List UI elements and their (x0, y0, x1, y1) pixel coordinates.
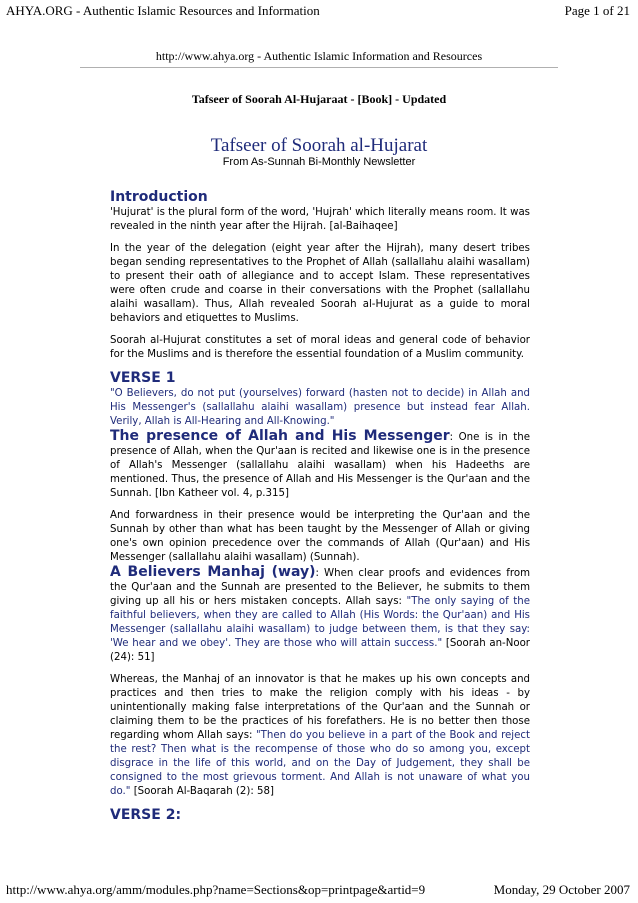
intro-paragraph-1: 'Hujurat' is the plural form of the word, 'Hujrah' which literally means room. It was revealed in the ninth year after the Hijrah. [al-Baihaqee] (110, 207, 530, 232)
presence-paragraph-1 (110, 429, 530, 501)
manhaj-paragraph-1 (110, 565, 530, 665)
intro-paragraph-3: Soorah al-Hujurat constitutes a set of moral ideas and general code of behavior for the Muslims and is therefore the essential foundation of a Muslim community. (110, 335, 530, 360)
subtitle: From As-Sunnah Bi-Monthly Newsletter (222, 156, 416, 168)
article-body (110, 189, 530, 824)
document-title: Tafseer of Soorah Al-Hujaraat - [Book] - Updated (191, 92, 447, 106)
presence-text: : One is in the presence of Allah, when the Qur'aan is recited and likewise one is in the presence of Allah's Messenger (sallallahu alaihi wasallam) when his Hadeeths are mentioned. Thus, the presence of Allah and His Messenger is the Qur'aan and the Sunnah. [Ibn Katheer vol. 4, p.315] (110, 432, 530, 499)
page-url: http://www.ahya.org/amm/modules.php?name=Sections&op=printpage&artid=9 (6, 882, 426, 897)
section-heading-introduction: Introduction (110, 189, 208, 205)
manhaj-quote: "The only saying of the faithful believers, when they are called to Allah (His Words: the Qur'aan) and His Messenger (sallallahu alaihi wasallam) to judge between them, is that they say: 'We hear and we obey'. They are those who will attain success." (110, 596, 530, 649)
innovator-quote: "Then do you believe in a part of the Book and reject the rest? Then what is the recompense of those who do so among you, except disgrace in the life of this world, and on the Day of Judgement, they shall be consigned to the most grievous torment. And Allah is not unaware of what you do." (110, 730, 531, 797)
print-date: Monday, 29 October 2007 (493, 882, 630, 897)
section-heading-presence: The presence of Allah and His Messenger (110, 428, 450, 444)
verse-1-text: "O Believers, do not put (yourselves) forward (hasten not to decide) in Allah and His Messenger's (sallallahu alaihi wasallam) presence but instead fear Allah. Verily, Allah is All-Hearing and All-Knowing." (110, 388, 530, 427)
manhaj-paragraph-2 (110, 673, 530, 799)
page-header-site: AHYA.ORG - Authentic Islamic Resources and Information (6, 3, 320, 18)
section-heading-manhaj: A Believers Manhaj (way) (110, 564, 316, 580)
innovator-lead: Whereas, the Manhaj of an innovator is that he makes up his own concepts and practices and then tries to make the religion comply with his ideas - by unintentionally making false interpretations of the Qur'aan and the Sunnah or claiming them to be the practices of his forefathers. He is no better then those regarding whom Allah says: (110, 674, 530, 741)
section-heading-verse-2: VERSE 2: (110, 807, 182, 823)
innovator-reference: [Soorah Al-Baqarah (2): 58] (130, 786, 274, 797)
header-divider (80, 67, 558, 68)
section-heading-verse-1: VERSE 1 (110, 370, 176, 386)
manhaj-lead: : When clear proofs and evidences from the Qur'aan and the Sunnah are presented to the Believer, he submits to them giving up all his or hers mistaken concepts. Allah says: (110, 568, 531, 607)
main-title: Tafseer of Soorah al-Hujarat (210, 135, 428, 156)
intro-paragraph-2: In the year of the delegation (eight year after the Hijrah), many desert tribes began sending representatives to the Prophet of Allah (sallallahu alaihi wasallam) to present their oath of allegiance and to accept Islam. These representatives were often crude and coarse in their conversations with the Prophet (sallallahu alaihi wasallam). Thus, Allah revealed Soorah al-Hujurat as a guide to moral behaviors and etiquettes to Muslims. (110, 243, 530, 324)
presence-paragraph-2: And forwardness in their presence would be interpreting the Qur'aan and the Sunnah by other than what has been taught by the Messenger of Allah or giving one's own opinion precedence over the commands of Allah (Qur'aan) and His Messenger (sallallahu alaihi wasallam) (Sunnah). (110, 510, 530, 563)
manhaj-reference: [Soorah an-Noor (24): 51] (110, 638, 530, 663)
site-tagline: http://www.ahya.org - Authentic Islamic Information and Resources (155, 49, 483, 63)
page-number: Page 1 of 21 (564, 3, 630, 18)
